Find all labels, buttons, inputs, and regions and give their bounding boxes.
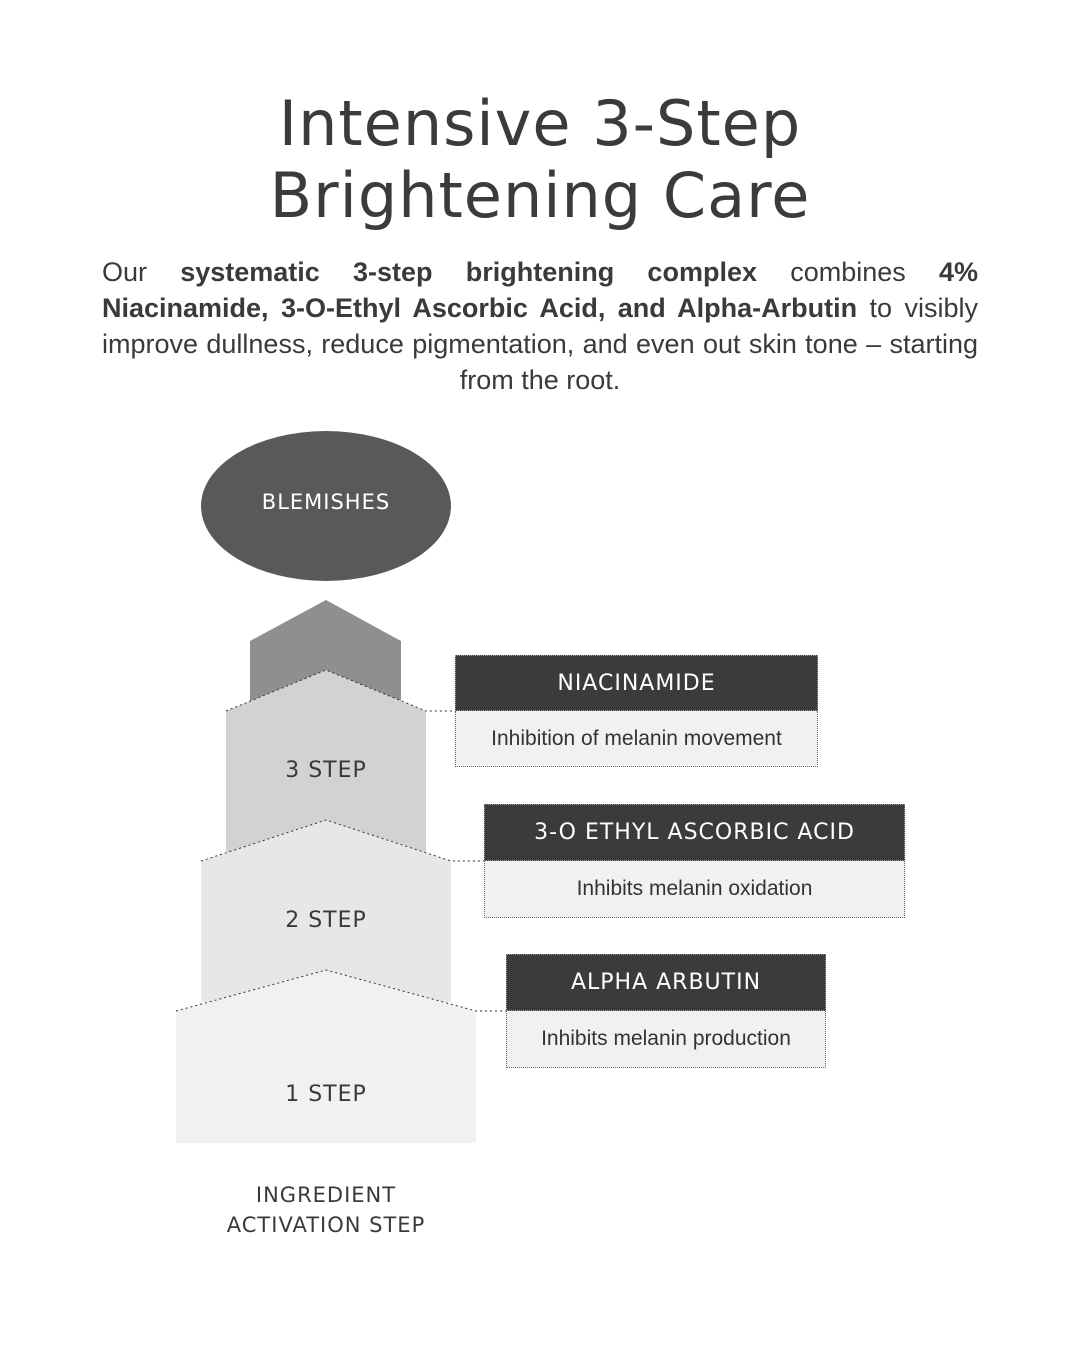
blemishes-label: BLEMISHES: [261, 490, 391, 514]
diagram-caption: [176, 1180, 476, 1240]
intro-text: to visibly improve dullness, reduce pigmentation, and even out skin tone – starting from the root.: [102, 293, 978, 395]
caption-line-2: ACTIVATION STEP: [226, 1213, 426, 1237]
intro-text: combines: [756, 257, 939, 287]
step-2-label: 2 STEP: [285, 908, 367, 933]
intro-bold-ingredients: 4% Niacinamide, 3-O-Ethyl Ascorbic Acid, and Alpha-Arbutin: [102, 257, 978, 323]
ingredient-card-ascorbic-acid: [484, 804, 905, 918]
ingredient-name: NIACINAMIDE: [455, 655, 818, 711]
title-line-2: Brightening Care: [269, 159, 811, 232]
ingredient-effect: Inhibits melanin production: [506, 1011, 826, 1068]
intro-text: Our: [102, 257, 181, 287]
step-1-label: 1 STEP: [285, 1082, 367, 1107]
ingredient-name: ALPHA ARBUTIN: [506, 954, 826, 1011]
title-line-1: Intensive 3-Step: [278, 87, 802, 160]
ingredient-effect: Inhibits melanin oxidation: [484, 861, 905, 918]
ingredient-name: 3-O ETHYL ASCORBIC ACID: [484, 804, 905, 861]
caption-line-1: INGREDIENT: [255, 1183, 397, 1207]
ingredient-card-alpha-arbutin: [506, 954, 826, 1068]
ingredient-effect: Inhibition of melanin movement: [455, 711, 818, 767]
ingredient-card-niacinamide: [455, 655, 818, 767]
intro-bold-complex: systematic 3-step brightening complex: [180, 257, 757, 287]
step-3-label: 3 STEP: [285, 758, 367, 783]
